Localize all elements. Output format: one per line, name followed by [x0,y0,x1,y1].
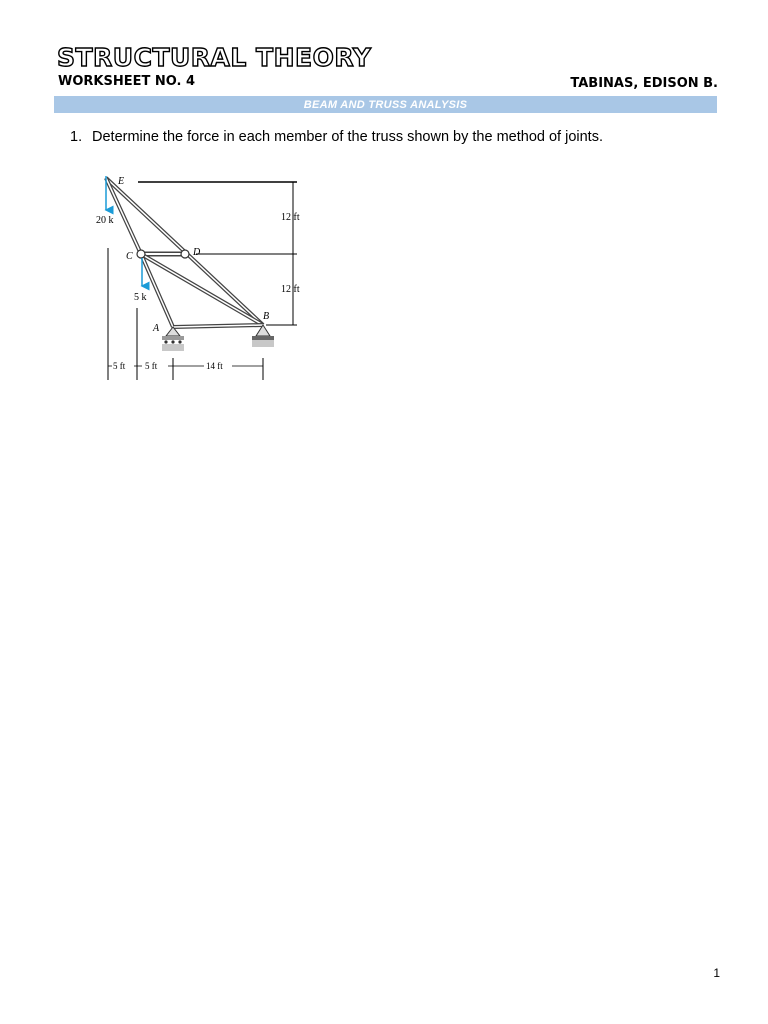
support-b [252,325,274,347]
dimension-height-lower: 12 ft [281,284,300,295]
dimension-span-1: 5 ft [113,361,126,371]
dimension-height-upper: 12 ft [281,212,300,223]
page-number: 1 [713,966,720,980]
question-number: 1. [70,129,83,145]
joint-label-e: E [118,176,125,187]
truss-diagram [90,168,310,383]
joint-label-b: B [263,311,270,322]
load-label-c: 5 k [134,292,147,303]
support-a [162,327,184,351]
author-name: TABINAS, EDISON B. [570,76,718,91]
worksheet-number: WORKSHEET NO. 4 [58,74,196,89]
section-banner [54,96,717,113]
load-label-e: 20 k [96,215,114,226]
joint-label-d: D [193,247,201,258]
dimension-span-3: 14 ft [206,361,223,371]
document-title: STRUCTURAL THEORY [57,43,372,72]
question-text: Determine the force in each member of the truss shown by the method of joints. [92,129,603,145]
section-banner-label: BEAM AND TRUSS ANALYSIS [303,98,468,111]
joint-c [137,250,145,258]
truss-figure [90,168,310,387]
joint-label-c: C [126,251,133,262]
dimension-span-2: 5 ft [145,361,158,371]
joint-label-a: A [153,323,160,334]
joint-d [181,250,189,258]
question-1 [70,129,603,145]
